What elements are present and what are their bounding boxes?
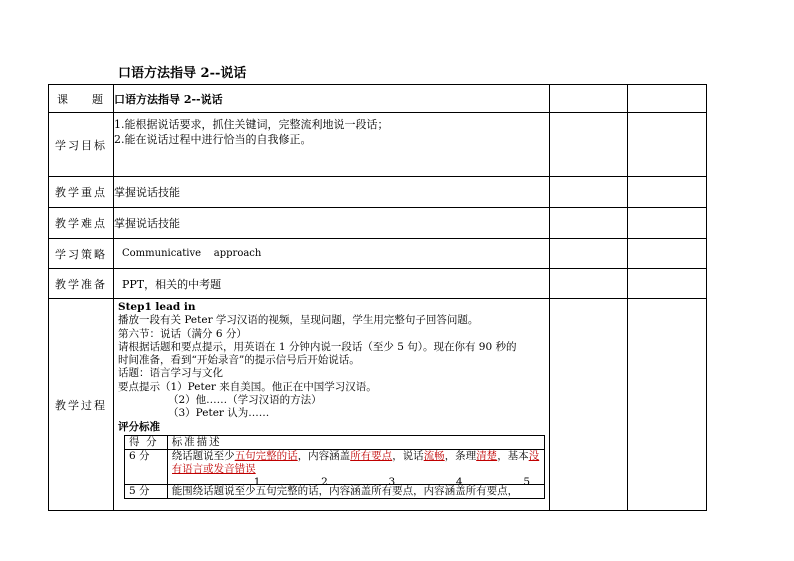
difficulty-label: 教学难点 xyxy=(49,208,114,239)
goal-label: 学习目标 xyxy=(49,113,114,177)
rubric-row xyxy=(125,449,545,484)
rubric-header-desc: 标准描述 xyxy=(167,435,544,449)
blank-cell xyxy=(550,85,628,113)
process-line: 播放一段有关 Peter 学习汉语的视频，呈现问题，学生用完整句子回答问题。 xyxy=(118,314,479,327)
process-label: 教学过程 xyxy=(49,299,114,511)
rubric-highlight: 没有语言或发音错误 xyxy=(171,449,540,475)
blank-cell xyxy=(550,299,628,511)
row-prep xyxy=(49,269,707,299)
process-subline: （2）他……（学习汉语的方法） xyxy=(168,394,322,407)
blank-cell xyxy=(550,208,628,239)
step-heading: Step1 lead in xyxy=(118,301,196,313)
blank-cell xyxy=(550,239,628,269)
rubric-score: 6 分 xyxy=(125,449,168,484)
rubric-score: 5 分 xyxy=(125,484,168,498)
rubric-highlight: 流畅 xyxy=(423,449,445,462)
point-number: 5 xyxy=(523,475,530,484)
process-content xyxy=(114,299,550,511)
goal-line: 1.能根据说话要求，抓住关键词，完整流利地说一段话； xyxy=(114,118,389,131)
rubric-text: ，内容涵盖 xyxy=(297,449,351,462)
row-goal xyxy=(49,113,707,177)
blank-cell xyxy=(628,269,707,299)
blank-cell xyxy=(628,239,707,269)
row-process xyxy=(49,299,707,511)
rubric-text: ，说话 xyxy=(392,449,424,462)
point-number: 1 xyxy=(253,475,261,484)
key-label: 教学重点 xyxy=(49,177,114,208)
rubric-text: ，基本 xyxy=(497,449,529,462)
process-line: 要点提示（1）Peter 来自美国。他正在中国学习汉语。 xyxy=(118,380,377,393)
topic-label: 课 题 xyxy=(49,85,114,113)
row-difficulty xyxy=(49,208,707,239)
document-title: 口语方法指导 2--说话 xyxy=(118,66,247,81)
goal-line: 2.能在说话过程中进行恰当的自我修正。 xyxy=(114,133,312,146)
strategy-label: 学习策略 xyxy=(49,239,114,269)
rubric-title: 评分标准 xyxy=(118,420,160,433)
rubric-row xyxy=(125,484,545,498)
blank-cell xyxy=(550,177,628,208)
point-number: 2 xyxy=(321,475,328,484)
key-value: 掌握说话技能 xyxy=(114,177,550,208)
rubric-desc xyxy=(167,449,544,484)
process-subline: （3）Peter 认为…… xyxy=(168,407,270,420)
row-key xyxy=(49,177,707,208)
blank-cell xyxy=(550,269,628,299)
blank-cell xyxy=(628,85,707,113)
point-number: 3 xyxy=(388,475,396,484)
rubric-table xyxy=(124,435,545,499)
rubric-highlight: 清楚 xyxy=(476,449,498,462)
blank-cell xyxy=(550,113,628,177)
rubric-text: ，条理 xyxy=(444,449,477,462)
strategy-value: Communicative approach xyxy=(114,239,550,269)
point-number: 4 xyxy=(455,475,463,484)
prep-value: PPT，相关的中考题 xyxy=(114,269,550,299)
blank-cell xyxy=(628,299,707,511)
blank-cell xyxy=(628,113,707,177)
lesson-plan-table xyxy=(48,84,707,511)
rubric-highlight: 五句完整的话 xyxy=(234,449,298,462)
process-line: 请根据话题和要点提示，用英语在 1 分钟内说一段话（至少 5 句）。现在你有 90 秒的 xyxy=(118,340,517,353)
blank-cell xyxy=(628,177,707,208)
process-line: 时间准备，看到“开始录音”的提示信号后开始说话。 xyxy=(118,354,360,367)
rubric-highlight: 所有要点 xyxy=(350,449,393,462)
goal-value xyxy=(114,113,550,177)
difficulty-value: 掌握说话技能 xyxy=(114,208,550,239)
rubric-header-score: 得 分 xyxy=(125,435,168,449)
rubric-header xyxy=(125,435,545,449)
rubric-point-numbers xyxy=(172,476,540,484)
process-line: 第六节：说话（满分 6 分） xyxy=(118,327,247,340)
topic-value: 口语方法指导 2--说话 xyxy=(114,85,550,113)
process-line: 话题：语言学习与文化 xyxy=(118,367,223,380)
prep-label: 教学准备 xyxy=(49,269,114,299)
rubric-desc: 能围绕话题说至少五句完整的话，内容涵盖所有要点，内容涵盖所有要点， xyxy=(167,484,544,498)
blank-cell xyxy=(628,208,707,239)
row-strategy xyxy=(49,239,707,269)
row-topic xyxy=(49,85,707,113)
rubric-text: 绕话题说至少 xyxy=(171,449,235,462)
